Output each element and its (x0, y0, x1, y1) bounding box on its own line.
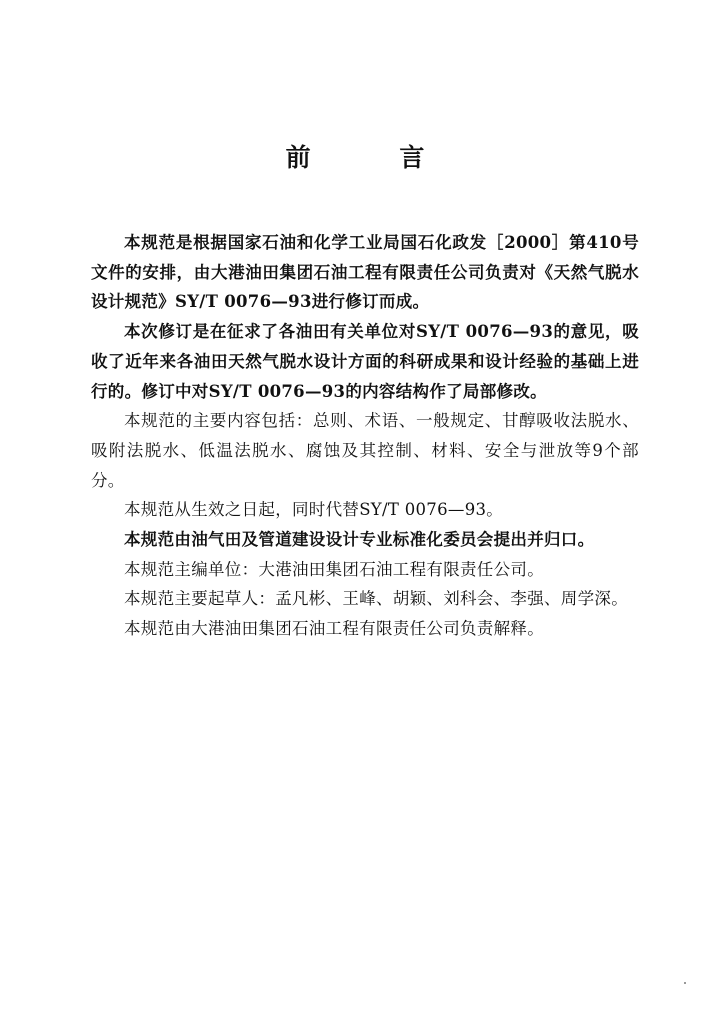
page-title: 前 言 (285, 143, 465, 172)
preface-body (91, 228, 639, 644)
scan-speck (684, 982, 686, 984)
paragraph-chief-editor-unit: 本规范主编单位：大港油田集团石油工程有限责任公司。 (124, 559, 544, 579)
paragraph-drafters: 本规范主要起草人：孟凡彬、王峰、胡颖、刘科会、李强、周学深。 (124, 589, 628, 609)
paragraph-compilation-basis: 本规范是根据国家石油和化学工业局国石化政发［2000］第410号文件的安排，由大港油田集团石油工程有限责任公司负责对《天然气脱水设计规范》SY/T 0076—93进行修订而成。 (91, 233, 639, 312)
paragraph-proposer: 本规范由油气田及管道建设设计专业标准化委员会提出并归口。 (124, 530, 595, 550)
paragraph-main-contents: 本规范的主要内容包括：总则、术语、一般规定、甘醇吸收法脱水、吸附法脱水、低温法脱水、腐蚀及其控制、材料、安全与泄放等9个部分。 (91, 411, 639, 490)
paragraph-interpretation: 本规范由大港油田集团石油工程有限责任公司负责解释。 (124, 619, 544, 639)
paragraph-effective-date: 本规范从生效之日起，同时代替SY/T 0076—93。 (124, 500, 504, 520)
paragraph-revision-notes: 本次修订是在征求了各油田有关单位对SY/T 0076—93的意见，吸收了近年来各油田天然气脱水设计方面的科研成果和设计经验的基础上进行的。修订中对SY/T 0076—93的内容结构作了局部修改。 (91, 322, 639, 401)
